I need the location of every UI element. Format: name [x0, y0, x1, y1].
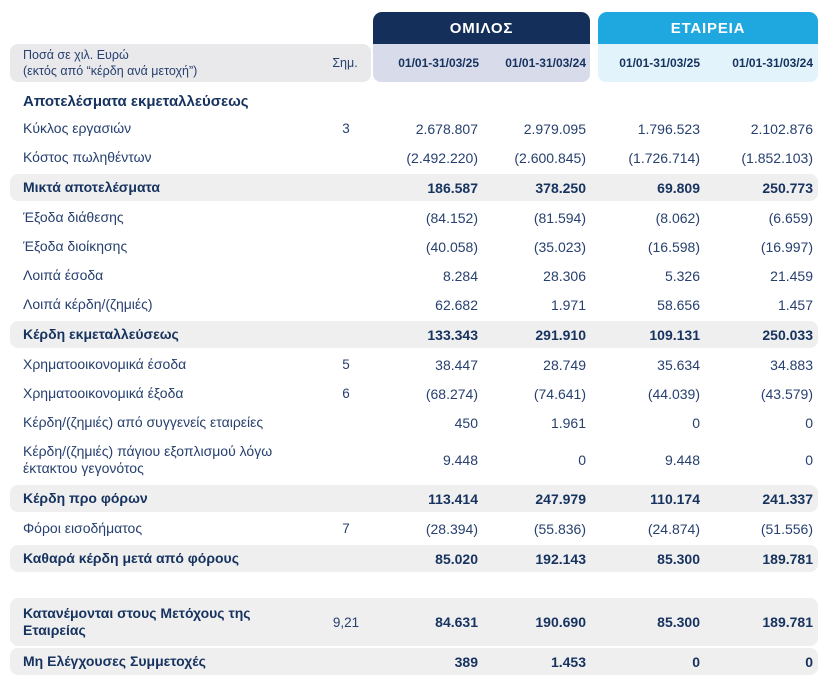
period-label-group-2025: 01/01-31/03/25: [398, 56, 479, 70]
row-note-ref: 3: [342, 121, 350, 136]
units-note-line1: Ποσά σε χιλ. Ευρώ: [23, 48, 129, 62]
row-label: Χρηματοοικονομικά έξοδα: [23, 385, 184, 402]
units-note-block: [10, 44, 371, 82]
row-label: Καθαρά κέρδη μετά από φόρους: [23, 550, 239, 567]
value-group-2025: 2.678.807: [415, 120, 478, 137]
value-group-2024: 192.143: [535, 550, 586, 567]
value-company-2024: 34.883: [770, 356, 813, 373]
value-group-2024: 0: [578, 452, 586, 468]
row-label: Κύκλος εργασιών: [23, 120, 132, 137]
period-label-group-2024: 01/01-31/03/24: [505, 56, 586, 70]
company-column-banner-label: ΕΤΑΙΡΕΙΑ: [670, 19, 746, 37]
period-label-company-2024: 01/01-31/03/24: [732, 56, 813, 70]
row-label: Χρηματοοικονομικά έσοδα: [23, 356, 187, 373]
row-note-ref: 5: [342, 357, 350, 372]
row-label: Λοιπά έσοδα: [23, 267, 104, 284]
value-group-2024: (35.023): [533, 238, 586, 255]
value-company-2025: 9.448: [664, 452, 700, 468]
value-group-2025: 389: [454, 653, 478, 670]
group-column-banner: [373, 12, 590, 44]
value-group-2025: 38.447: [435, 356, 478, 373]
value-company-2024: (51.556): [760, 520, 813, 537]
row-label: Κατανέμονται στους Μετόχους της Εταιρείας: [23, 604, 251, 638]
company-column-banner: [598, 12, 818, 44]
value-group-2024: 2.979.095: [523, 120, 586, 137]
value-company-2025: 69.809: [657, 179, 700, 196]
table-row: [10, 174, 818, 201]
notes-column-header: Σημ.: [332, 56, 358, 70]
table-row: [10, 232, 818, 261]
table-row: [10, 514, 818, 543]
value-group-2024: 291.910: [535, 326, 586, 343]
value-company-2025: 1.796.523: [637, 120, 700, 137]
row-spacer: [10, 574, 818, 596]
row-label: Κέρδη/(ζημιές) από συγγενείς εταιρείες: [23, 414, 264, 431]
value-company-2025: (16.598): [647, 238, 700, 255]
value-company-2025: (44.039): [647, 385, 700, 402]
table-row: [10, 290, 818, 319]
value-group-2025: 186.587: [427, 179, 478, 196]
table-row: [10, 598, 818, 646]
statement-body: [10, 88, 818, 677]
value-company-2024: 2.102.876: [750, 120, 813, 137]
value-group-2025: (84.152): [425, 209, 478, 226]
value-company-2024: (6.659): [768, 209, 813, 226]
value-group-2024: (74.641): [533, 385, 586, 402]
table-row: [10, 379, 818, 408]
row-note-ref: 6: [342, 386, 350, 401]
table-row: [10, 203, 818, 232]
row-note-ref: 7: [342, 521, 350, 536]
value-company-2024: 0: [805, 653, 813, 670]
value-company-2025: 35.634: [657, 356, 700, 373]
value-company-2024: 0: [805, 452, 813, 468]
row-label: Μικτά αποτελέσματα: [23, 179, 161, 196]
table-row: [10, 408, 818, 437]
value-group-2024: 247.979: [535, 490, 586, 507]
value-group-2025: (2.492.220): [406, 149, 478, 166]
value-group-2024: (2.600.845): [514, 149, 586, 166]
row-note-ref: 9,21: [332, 614, 360, 630]
value-group-2025: 450: [454, 414, 478, 431]
value-group-2025: 85.020: [435, 550, 478, 567]
company-period-headers: [598, 44, 818, 82]
value-group-2024: 1.961: [550, 414, 586, 431]
units-note: [10, 47, 319, 79]
value-company-2024: 189.781: [762, 550, 813, 567]
group-period-headers: [373, 44, 590, 82]
value-group-2025: 62.682: [435, 296, 478, 313]
row-label: Κέρδη προ φόρων: [23, 490, 148, 507]
value-company-2025: 0: [692, 414, 700, 431]
value-company-2024: 21.459: [770, 267, 813, 284]
value-company-2025: 85.300: [657, 550, 700, 567]
table-row: [10, 321, 818, 348]
value-company-2024: 1.457: [777, 296, 813, 313]
value-group-2024: 28.749: [543, 356, 586, 373]
value-group-2024: (81.594): [533, 209, 586, 226]
table-row: [10, 114, 818, 143]
row-label: Λοιπά κέρδη/(ζημιές): [23, 296, 153, 313]
row-label: Κόστος πωληθέντων: [23, 149, 152, 166]
value-company-2024: 241.337: [762, 490, 813, 507]
table-row: [10, 143, 818, 172]
table-row: [10, 261, 818, 290]
value-group-2024: 1.971: [550, 296, 586, 313]
value-company-2025: 110.174: [650, 490, 700, 507]
value-group-2024: 378.250: [535, 179, 586, 196]
value-group-2025: 133.343: [427, 326, 478, 343]
units-note-line2: (εκτός από “κέρδη ανά μετοχή”): [23, 64, 198, 78]
value-company-2025: (8.062): [655, 209, 700, 226]
value-company-2025: 5.326: [664, 267, 700, 284]
value-group-2025: 113.414: [428, 490, 478, 507]
table-row: [10, 350, 818, 379]
table-row: [10, 437, 818, 483]
period-label-company-2025: 01/01-31/03/25: [619, 56, 700, 70]
row-label: Κέρδη εκμεταλλεύσεως: [23, 326, 179, 343]
value-company-2025: (24.874): [647, 520, 700, 537]
value-group-2025: (28.394): [425, 520, 478, 537]
group-column-banner-label: ΟΜΙΛΟΣ: [449, 19, 514, 37]
table-row: [10, 485, 818, 512]
value-company-2025: 109.131: [649, 326, 700, 343]
value-company-2025: (1.726.714): [628, 149, 700, 166]
row-label: Έξοδα διοίκησης: [23, 238, 128, 255]
row-label: Κέρδη/(ζημιές) πάγιου εξοπλισμού λόγω έκτακτου γεγονότος: [23, 443, 273, 476]
value-company-2025: 85.300: [657, 614, 700, 630]
value-group-2025: 84.631: [435, 614, 478, 630]
value-group-2024: 28.306: [543, 267, 586, 284]
table-row: [10, 648, 818, 675]
value-company-2024: 189.781: [762, 614, 813, 630]
row-label: Φόροι εισοδήματος: [23, 520, 143, 537]
table-row: [10, 545, 818, 572]
value-company-2024: (16.997): [760, 238, 813, 255]
value-group-2024: 1.453: [550, 653, 586, 670]
value-group-2025: 9.448: [442, 452, 478, 468]
value-company-2025: 0: [692, 653, 700, 670]
row-label: Μη Ελέγχουσες Συμμετοχές: [23, 653, 206, 670]
value-group-2024: (55.836): [533, 520, 586, 537]
value-company-2024: (43.579): [760, 385, 813, 402]
value-group-2025: (40.058): [425, 238, 478, 255]
value-group-2024: 190.690: [535, 614, 586, 630]
value-company-2024: 0: [805, 414, 813, 431]
section-title: Αποτελέσματα εκμεταλλεύσεως: [23, 92, 249, 110]
value-company-2024: 250.773: [762, 179, 813, 196]
value-group-2025: (68.274): [425, 385, 478, 402]
value-group-2025: 8.284: [442, 267, 478, 284]
row-label: Έξοδα διάθεσης: [23, 209, 124, 226]
value-company-2024: 250.033: [762, 326, 813, 343]
value-company-2024: (1.852.103): [741, 149, 813, 166]
value-company-2025: 58.656: [657, 296, 700, 313]
statement-table: [10, 114, 818, 675]
